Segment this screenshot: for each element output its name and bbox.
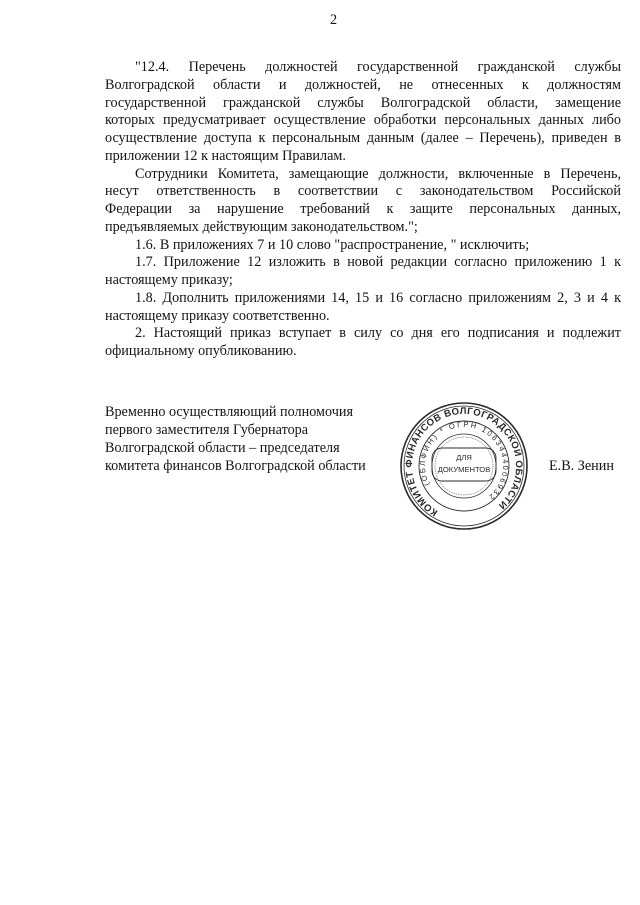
page-number: 2 (330, 12, 338, 28)
signatory-position-line: комитета финансов Волгоградской области (105, 458, 366, 474)
signature-block (105, 403, 395, 475)
text-line: 2. Настоящий приказ вступает в силу со дня его подписания и подлежит (135, 325, 621, 342)
text-line: настоящему приказу соответственно. (105, 307, 330, 324)
paragraph-1-8 (105, 290, 621, 326)
seal-inner-text-path: (ОБЛФИН) * ОГРН 1063444006932 (417, 419, 511, 502)
text-line: приложении 12 к настоящим Правилам. (105, 147, 346, 164)
seal-center-line2: ДОКУМЕНТОВ (437, 465, 491, 474)
text-line: осуществление доступа к персональным данным (далее – Перечень), приведен в (105, 130, 621, 146)
seal-outer-text-path: КОМИТЕТ ФИНАНСОВ ВОЛГОГРАДСКОЙ ОБЛАСТИ (403, 405, 525, 518)
paragraph-employees-responsibility (105, 166, 621, 237)
signatory-position-line: первого заместителя Губернатора (105, 422, 309, 438)
text-line: "12.4. Перечень должностей государственной гражданской службы (135, 59, 621, 75)
body-text (105, 59, 621, 361)
paragraph-2 (105, 325, 621, 361)
signatory-position-line: Временно осуществляющий полномочия (105, 404, 354, 420)
text-line: 1.6. В приложениях 7 и 10 слово "распространение, " исключить; (135, 236, 530, 253)
signatory-name: Е.В. Зенин (549, 458, 614, 474)
text-line: официальному опубликованию. (105, 343, 297, 359)
text-line: Сотрудники Комитета, замещающие должности, включенные в Перечень, (135, 165, 621, 182)
text-line: Федерации за нарушение требований к защите персональных данных, (105, 201, 621, 217)
paragraph-1-7 (105, 254, 621, 290)
text-line: Волгоградской области и должностей, не отнесенных к должностям (105, 76, 621, 93)
seal-center-line1: ДЛЯ (456, 453, 472, 462)
signatory-position-line: Волгоградской области – председателя (105, 440, 340, 456)
paragraph-12-4 (105, 59, 621, 166)
official-seal (398, 400, 530, 532)
text-line: 1.7. Приложение 12 изложить в новой редакции согласно приложению 1 к (135, 254, 621, 271)
text-line: которых предусматривает осуществление обработки персональных данных либо (105, 112, 621, 129)
text-line: 1.8. Дополнить приложениями 14, 15 и 16 согласно приложениям 2, 3 и 4 к (135, 289, 621, 306)
text-line: несут ответственность в соответствии с законодательством Российской (105, 183, 621, 200)
text-line: государственной гражданской службы Волгоградской области, замещение (105, 94, 621, 111)
text-line: настоящему приказу; (105, 272, 233, 288)
paragraph-1-6 (105, 237, 621, 255)
text-line: предъявляемых действующим законодательством."; (105, 218, 418, 235)
